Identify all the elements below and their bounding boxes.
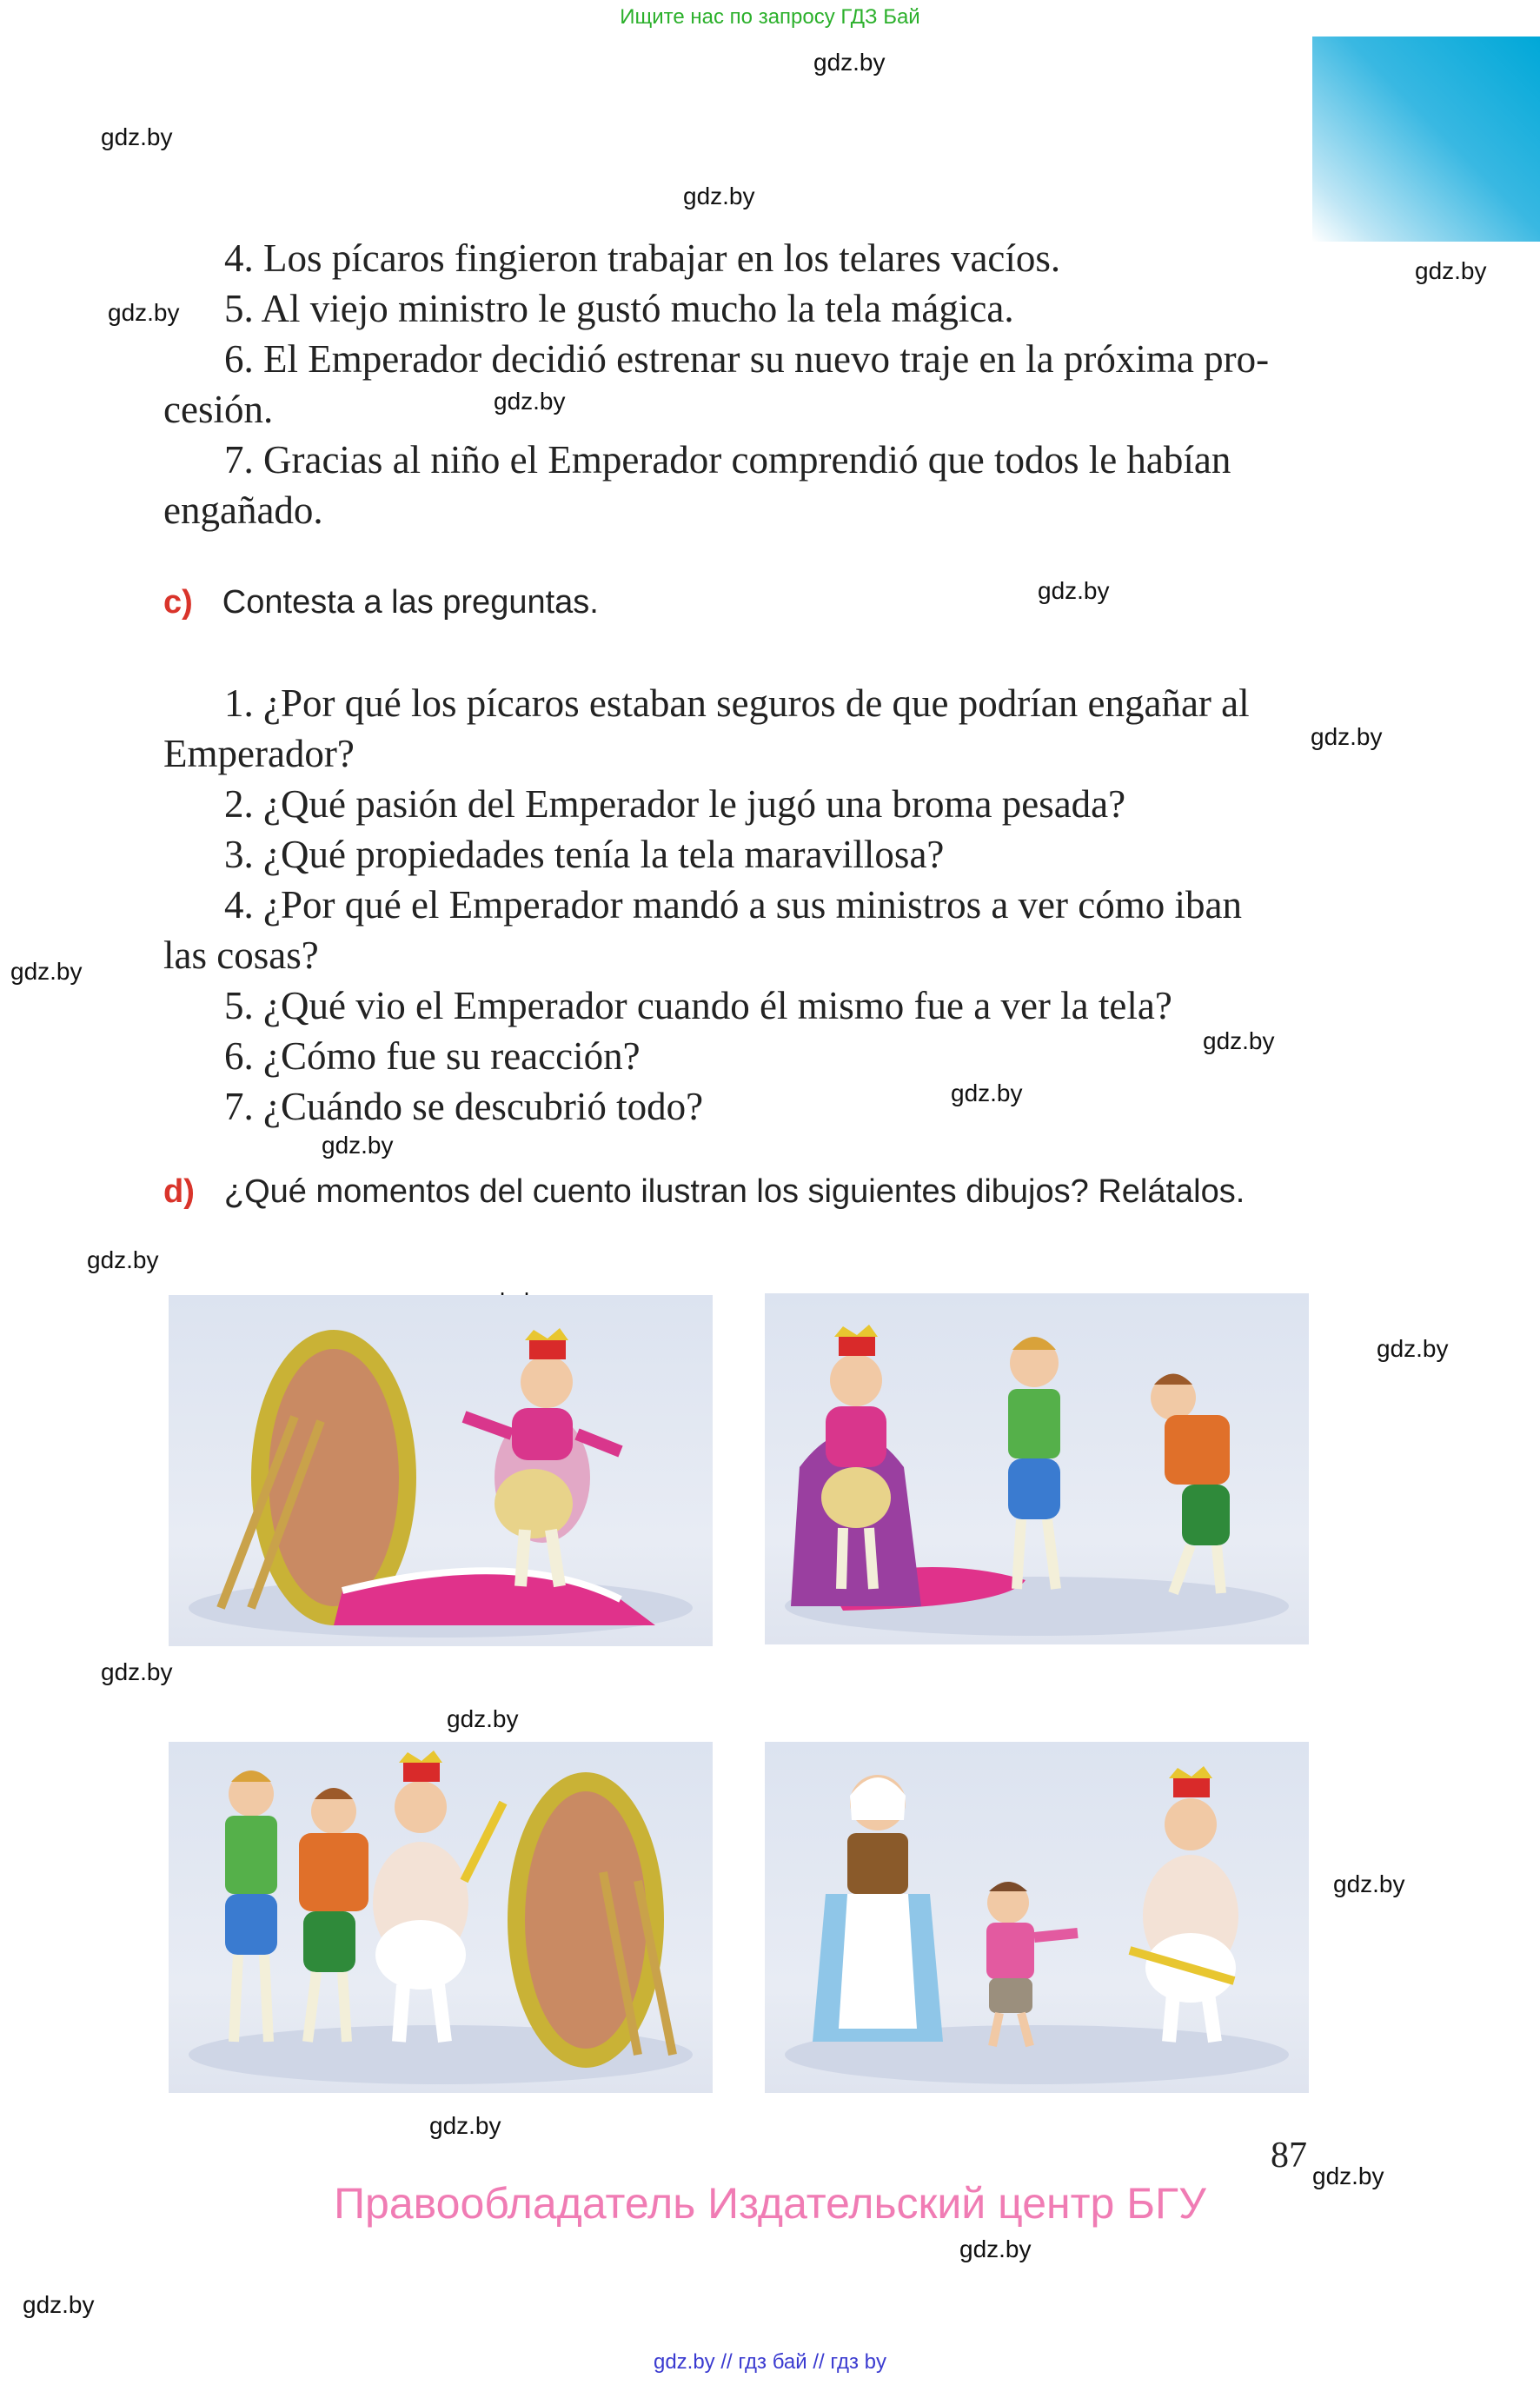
watermark: gdz.by [959,2236,1032,2262]
watermark: gdz.by [951,1080,1023,1106]
watermark: gdz.by [322,1132,394,1159]
question-line: Emperador? [163,732,355,775]
question-line: 5. ¿Qué vio el Emperador cuando él mismo fue a ver la tela? [224,984,1172,1027]
watermark: gdz.by [1415,257,1487,284]
question-line: 2. ¿Qué pasión del Emperador le jugó una broma pesada? [224,782,1126,826]
watermark: gdz.by [1377,1335,1449,1362]
illustration-child-pointing [765,1742,1309,2093]
illustration-emperor-mirror [169,1295,713,1646]
watermark: gdz.by [101,123,173,150]
statement-line: engañado. [163,488,323,532]
watermark: gdz.by [101,1658,173,1685]
question-line: 3. ¿Qué propiedades tenía la tela maravillosa? [224,833,945,876]
illustration-weavers-cutting [765,1293,1309,1644]
watermark: gdz.by [1311,723,1383,750]
watermark: gdz.by [1203,1027,1275,1054]
section-c-heading [163,584,599,621]
watermark: gdz.by [23,2291,95,2318]
watermark: gdz.by [494,388,566,415]
section-instruction: ¿Qué momentos del cuento ilustran los siguientes dibujos? Relátalos. [223,1173,1245,1210]
search-note: Ищите нас по запросу ГДЗ Бай [620,5,920,29]
question-line: 4. ¿Por qué el Emperador mandó a sus ministros a ver cómo iban [224,883,1242,927]
watermark: gdz.by [447,1705,519,1732]
watermark: gdz.by [10,958,83,985]
question-line: 1. ¿Por qué los pícaros estaban seguros de que podrían engañar al [224,681,1250,725]
section-instruction: Contesta a las preguntas. [222,584,599,621]
question-line: 6. ¿Cómo fue su reacción? [224,1034,641,1078]
statement-line: 4. Los pícaros fingieron trabajar en los telares vacíos. [224,236,1061,280]
watermark: gdz.by [1038,577,1110,604]
section-d-heading [163,1173,1245,1211]
corner-decoration [1312,37,1540,242]
watermark: gdz.by [1333,1870,1405,1897]
footer-links[interactable]: gdz.by // гдз бай // гдз by [653,2350,887,2374]
watermark: gdz.by [1312,2162,1384,2189]
question-line: las cosas? [163,933,319,977]
statement-line: 7. Gracias al niño el Emperador comprendió que todos le habían [224,438,1231,482]
statement-line: 5. Al viejo ministro le gustó mucho la tela mágica. [224,287,1014,330]
watermark: gdz.by [87,1246,159,1273]
watermark: gdz.by [683,183,755,209]
watermark: gdz.by [108,299,180,326]
statement-line: cesión. [163,388,274,431]
section-letter: c) [163,584,193,621]
page-number: 87 [1271,2136,1307,2176]
watermark: gdz.by [813,49,886,76]
watermark: gdz.by [429,2112,501,2139]
illustration-dressing-emperor [169,1742,713,2093]
question-line: 7. ¿Cuándo se descubrió todo? [224,1085,704,1128]
rights-holder: Правообладатель Издательский центр БГУ [334,2179,1206,2228]
statement-line: 6. El Emperador decidió estrenar su nuevo traje en la próxima pro- [224,337,1270,381]
section-letter: d) [163,1173,195,1210]
